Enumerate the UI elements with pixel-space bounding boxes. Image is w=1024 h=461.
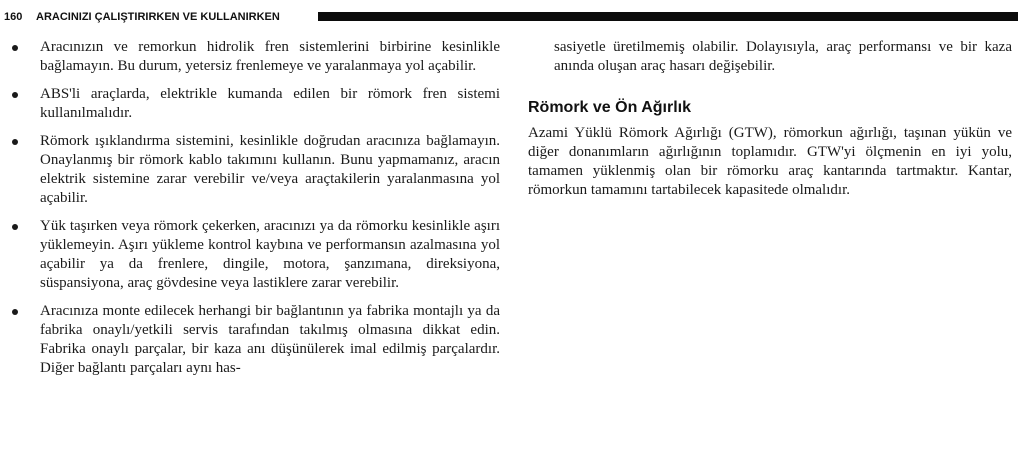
- page-number: 160: [4, 11, 23, 23]
- list-item: [6, 132, 500, 208]
- list-item-text: Aracınızın ve remorkun hidrolik fren sistemlerini birbirine kesinlikle bağlamayın. Bu durum, yetersiz frenlemeye ve yaralanmaya yol açabilir.: [40, 39, 500, 74]
- bullet-icon: [12, 309, 18, 315]
- header-rule: [318, 12, 1018, 21]
- continued-paragraph: sasiyetle üretilmemiş olabilir. Dolayısıyla, araç performansı ve bir kaza anında oluşan araç hasarı değişebilir.: [554, 39, 1012, 74]
- warning-list: [6, 38, 500, 378]
- list-item: [6, 85, 500, 123]
- list-item: [6, 217, 500, 293]
- bullet-icon: [12, 224, 18, 230]
- list-item: [6, 302, 500, 378]
- section-header: ARACINIZI ÇALIŞTIRIRKEN VE KULLANIRKEN: [36, 11, 280, 23]
- list-item-text: Römork ışıklandırma sistemini, kesinlikle doğrudan aracınıza bağlamayın. Onaylanmış bir römork kablo takımını kullanın. Bunu yapmamanız, aracın elektrik sistemine zarar verebilir ve/veya araçtakilerin yaralanmasına yol açabilir.: [40, 133, 500, 206]
- left-column: [6, 38, 500, 387]
- list-item-text: Yük taşırken veya römork çekerken, aracınızı ya da römorku kesinlikle aşırı yüklemeyin. Aşırı yükleme kontrol kaybına ve performansın azalmasına yol açabilir ya da frenlere, dingile, motora, şanzımana, direksiyona, süspansiyona, araç gövdesine veya lastiklere zarar verebilir.: [40, 218, 500, 291]
- page-header: [0, 8, 1024, 26]
- list-item: [6, 38, 500, 76]
- bullet-icon: [12, 45, 18, 51]
- list-item-text: Aracınıza monte edilecek herhangi bir bağlantının ya fabrika montajlı ya da fabrika onaylı/yetkili servis tarafından takılmış olmasına dikkat edin. Fabrika onaylı parçalar, bir kaza anı düşünülerek imal edilmiş parçalardır. Diğer bağlantı parçaları aynı has-: [40, 303, 500, 376]
- bullet-icon: [12, 139, 18, 145]
- body-paragraph: Azami Yüklü Römork Ağırlığı (GTW), römorkun ağırlığı, taşınan yükün ve diğer donanımların ağırlığının toplamıdır. GTW'yi ölçmenin en iyi yolu, tamamen yüklenmiş olan bir römorku araç kantarında tartmaktır. Kantar, römorkun tamamını tartabilecek kapasitede olmalıdır.: [528, 125, 1012, 198]
- list-item-text: ABS'li araçlarda, elektrikle kumanda edilen bir römork fren sistemi kullanılmalıdır.: [40, 86, 500, 121]
- right-column: [528, 38, 1012, 200]
- section-title: Römork ve Ön Ağırlık: [528, 99, 691, 116]
- bullet-icon: [12, 92, 18, 98]
